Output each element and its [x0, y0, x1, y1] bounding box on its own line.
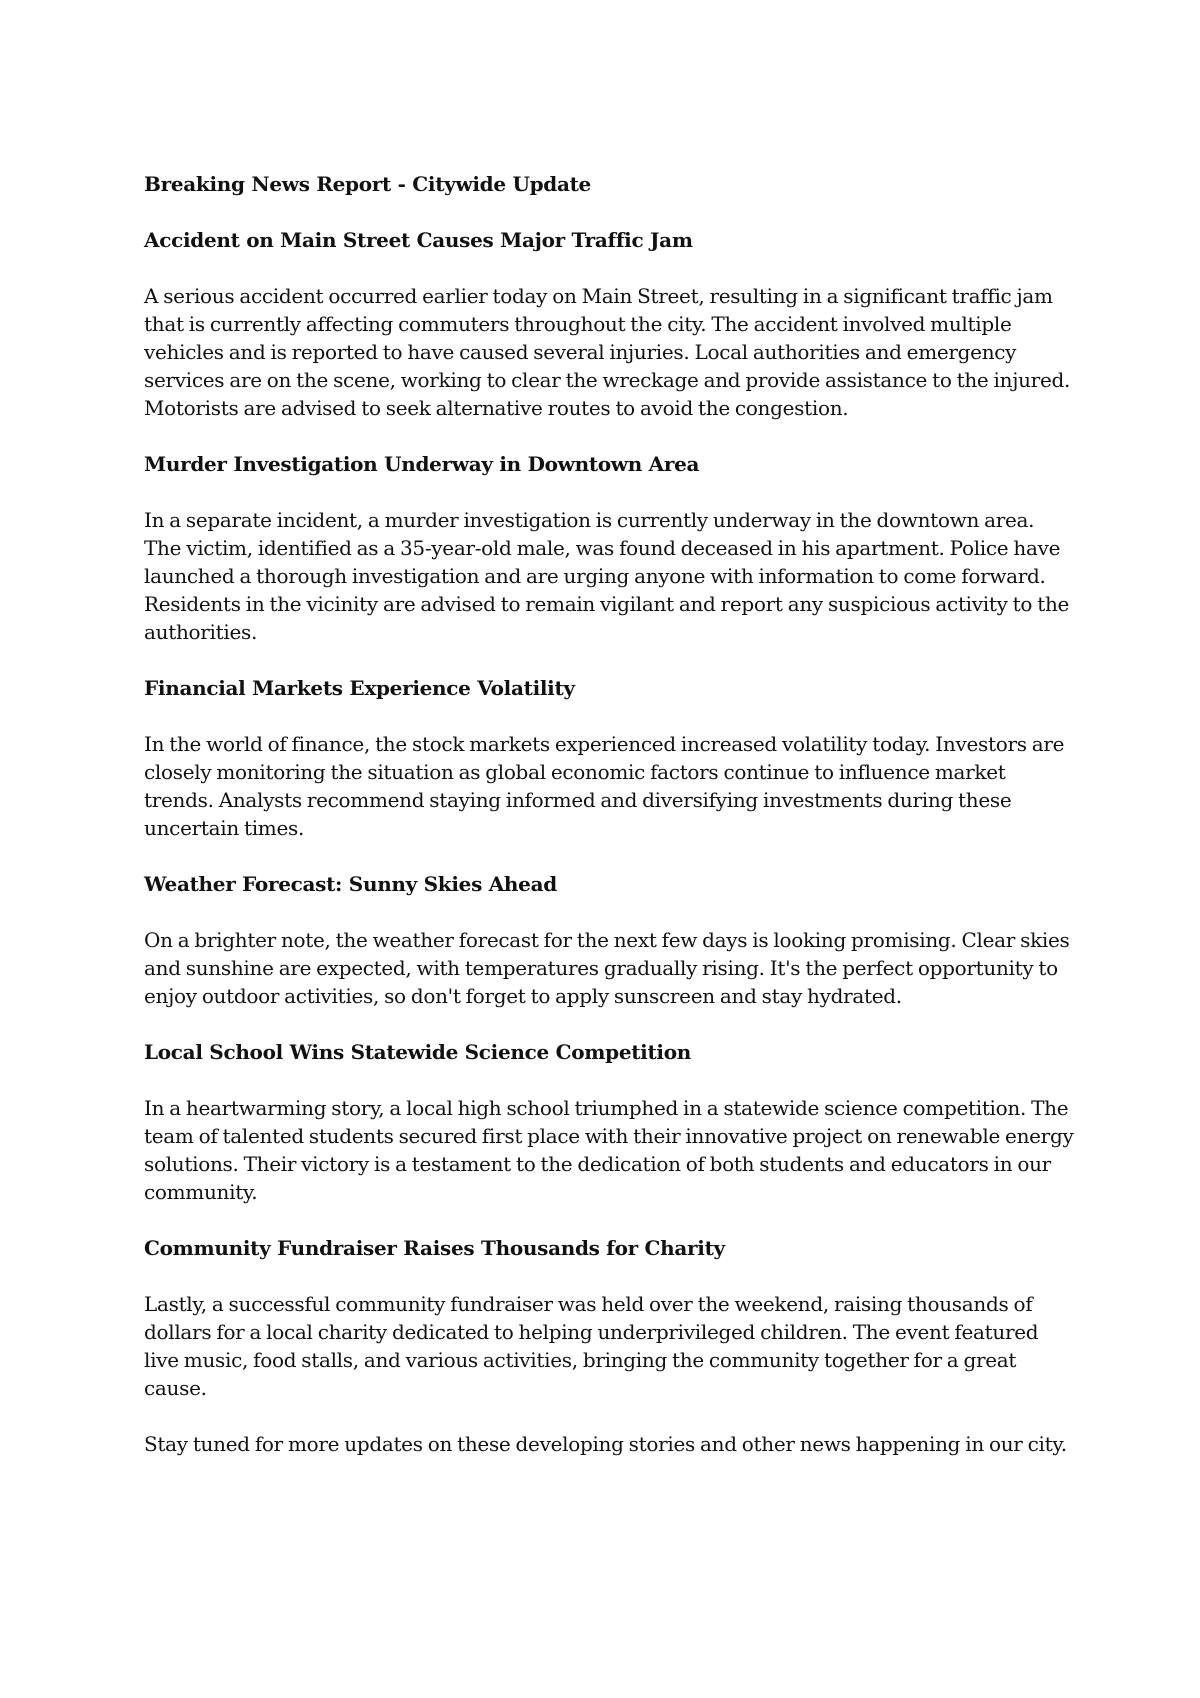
section-body: In a heartwarming story, a local high school triumphed in a statewide science competition. The team of talented students secured first place with their innovative project on renewable energy solutions. Their victory is a testament to the dedication of both students and educators in our community. — [144, 1096, 1074, 1204]
section-heading: Community Fundraiser Raises Thousands for Charity — [144, 1236, 725, 1260]
section-body: In a separate incident, a murder investigation is currently underway in the downtown area. The victim, identified as a 35-year-old male, was found deceased in his apartment. Police have launched a thorough investigation and are urging anyone with information to come forward. Residents in the vicinity are advised to remain vigilant and report any suspicious activity to the authorities. — [144, 508, 1070, 644]
news-section-science-competition — [144, 1038, 1074, 1206]
section-body: On a brighter note, the weather forecast for the next few days is looking promising. Clear skies and sunshine are expected, with temperatures gradually rising. It's the perfect opportunity to enjoy outdoor activities, so don't forget to apply sunscreen and stay hydrated. — [144, 928, 1070, 1008]
news-section-accident — [144, 226, 1074, 422]
section-heading: Local School Wins Statewide Science Competition — [144, 1040, 691, 1064]
document-page — [144, 170, 1074, 1486]
news-section-financial-markets — [144, 674, 1074, 842]
section-heading: Financial Markets Experience Volatility — [144, 676, 575, 700]
section-heading: Weather Forecast: Sunny Skies Ahead — [144, 872, 557, 896]
closing-paragraph: Stay tuned for more updates on these developing stories and other news happening in our city. — [144, 1432, 1067, 1456]
section-heading: Accident on Main Street Causes Major Traffic Jam — [144, 228, 693, 252]
section-body: Lastly, a successful community fundraiser was held over the weekend, raising thousands of dollars for a local charity dedicated to helping underprivileged children. The event featured live music, food stalls, and various activities, bringing the community together for a great cause. — [144, 1292, 1039, 1400]
news-section-weather — [144, 870, 1074, 1010]
news-section-murder-investigation — [144, 450, 1074, 646]
section-heading: Murder Investigation Underway in Downtown Area — [144, 452, 700, 476]
section-body: A serious accident occurred earlier today on Main Street, resulting in a significant traffic jam that is currently affecting commuters throughout the city. The accident involved multiple vehicles and is reported to have caused several injuries. Local authorities and emergency services are on the scene, working to clear the wreckage and provide assistance to the injured. Motorists are advised to seek alternative routes to avoid the congestion. — [144, 284, 1071, 420]
document-title: Breaking News Report - Citywide Update — [144, 172, 591, 196]
news-section-fundraiser — [144, 1234, 1074, 1402]
section-body: In the world of finance, the stock markets experienced increased volatility today. Investors are closely monitoring the situation as global economic factors continue to influence market trends. Analysts recommend staying informed and diversifying investments during these uncertain times. — [144, 732, 1065, 840]
